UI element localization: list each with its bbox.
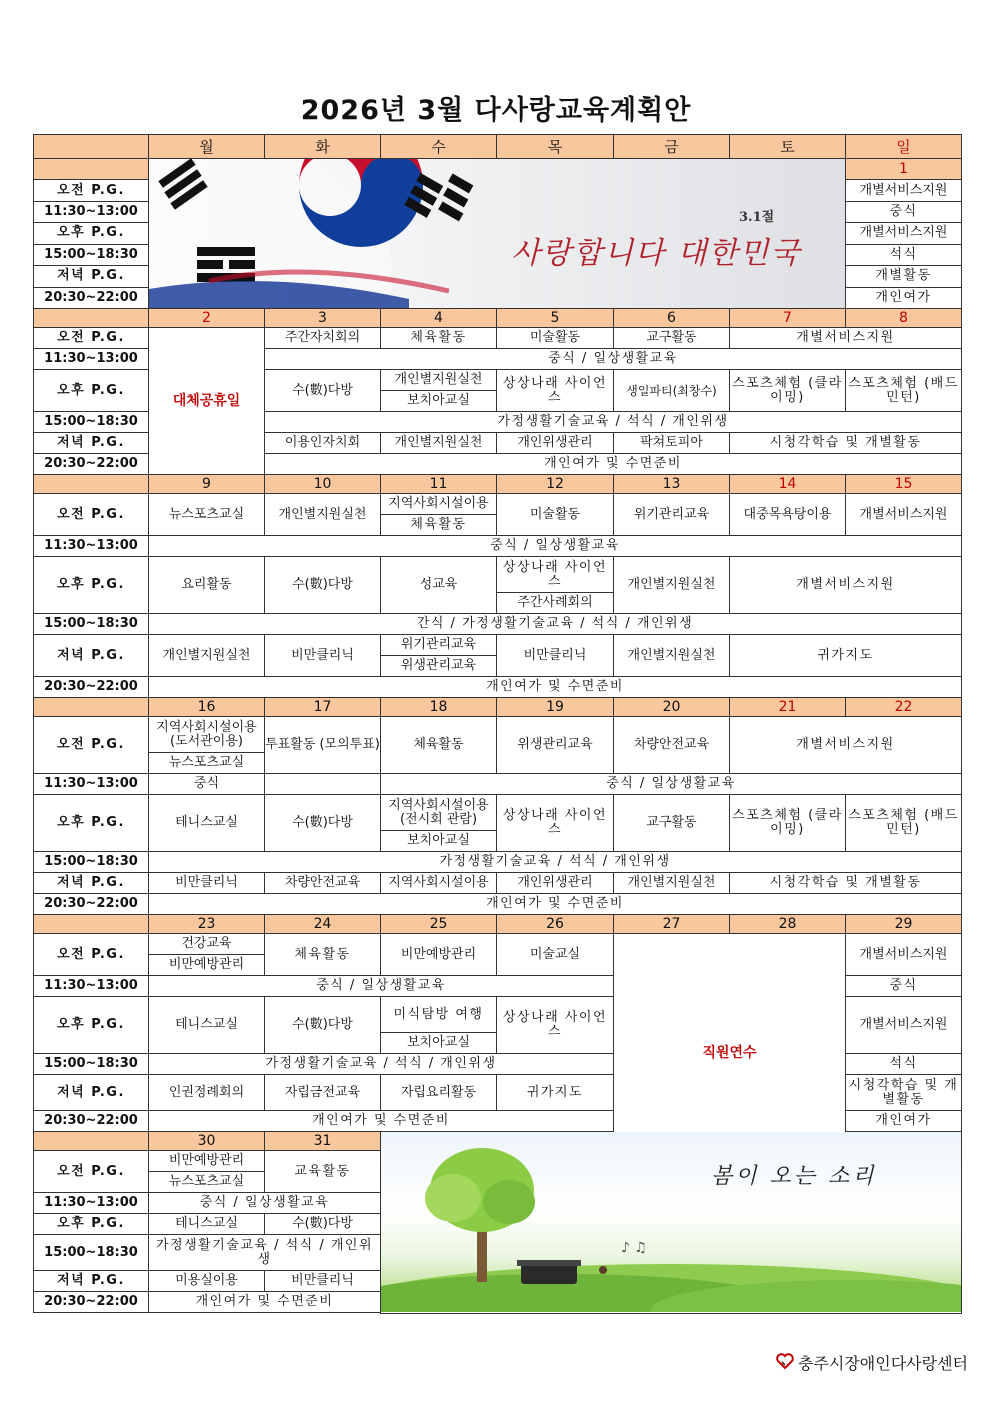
slot-lunch: 11:30~13:00: [34, 1193, 149, 1214]
date-7: 7: [730, 309, 846, 328]
w5-sun-am: 개별서비스지원: [846, 934, 962, 976]
date-2: 2: [149, 309, 265, 328]
w5-sun-pm: 개별서비스지원: [846, 997, 962, 1054]
w4-tue-pm: 수(數)다방: [265, 795, 381, 852]
slot-lunch: 11:30~13:00: [34, 536, 149, 557]
date-14: 14: [730, 475, 846, 494]
w4-mon-lunch: 중식: [149, 774, 265, 795]
w2-fri-pm: 생일파티(최창수): [614, 370, 730, 412]
w6-night: 개인여가 및 수면준비: [149, 1292, 381, 1313]
date-23: 23: [149, 915, 265, 934]
slot-night: 20:30~22:00: [34, 1292, 149, 1313]
date-10: 10: [265, 475, 381, 494]
w3-thu-eve: 비만클리닉: [497, 635, 614, 677]
w3-tue-eve: 비만클리닉: [265, 635, 381, 677]
w2-weekend-am: 개별서비스지원: [730, 328, 962, 349]
w6-tue-eve: 비만클리닉: [265, 1271, 381, 1292]
date-27: 27: [614, 915, 730, 934]
banner-date: 3.1절: [739, 210, 775, 225]
w5-tue-pm: 수(數)다방: [265, 997, 381, 1054]
w3-sat-am: 대중목욕탕이용: [730, 494, 846, 536]
w1-sun-afternoon: 석식: [846, 244, 962, 265]
schedule-table: [33, 134, 962, 1314]
w4-lunch: 중식 / 일상생활교육: [381, 774, 962, 795]
center-name: 충주시장애인다사랑센터: [797, 1354, 968, 1373]
w2-sun-pm: 스포츠체험 (배드민턴): [846, 370, 962, 412]
w2-wed-pm-2: 보치아교실: [381, 391, 497, 412]
slot-afternoon: 15:00~18:30: [34, 412, 149, 433]
spacer: [149, 1313, 381, 1314]
w3-thu-pm-2: 주간사례회의: [497, 593, 614, 614]
w5-wed-pm-2: 보치아교실: [381, 1033, 497, 1054]
w4-tue-eve: 차량안전교육: [265, 873, 381, 894]
slot-eve: 저녁 P.G.: [34, 873, 149, 894]
w4-tue-am: 투표활동 (모의투표): [265, 717, 381, 774]
w5-wed-am: 비만예방관리: [381, 934, 497, 976]
week2-date-row: [34, 309, 962, 328]
w5-night: 개인여가 및 수면준비: [149, 1111, 614, 1132]
w5-tue-am: 체육활동: [265, 934, 381, 976]
w6-tue-am: 교육활동: [265, 1151, 381, 1193]
w4-fri-eve: 개인별지원실천: [614, 873, 730, 894]
w4-sun-pm: 스포츠체험 (배드민턴): [846, 795, 962, 852]
w2-fri-eve: 팍쳐토피아: [614, 433, 730, 454]
w1-sun-lunch: 중식: [846, 201, 962, 222]
w2-tue-eve: 이용인자치회: [265, 433, 381, 454]
slot-lunch: 11:30~13:00: [34, 774, 149, 795]
date-6: 6: [614, 309, 730, 328]
w6-mon-am-1: 비만예방관리: [149, 1151, 265, 1172]
w3-weekend-pm: 개별서비스지원: [730, 557, 962, 614]
date-31: 31: [265, 1132, 381, 1151]
w3-wed-pm: 성교육: [381, 557, 497, 614]
day-sun: 일: [846, 135, 962, 159]
w3-fri-pm: 개인별지원실천: [614, 557, 730, 614]
spring-title: 봄이 오는 소리: [711, 1164, 877, 1190]
w5-lunch: 중식 / 일상생활교육: [149, 976, 614, 997]
date-corner: [34, 698, 149, 717]
date-24: 24: [265, 915, 381, 934]
w4-wed-pm-2: 보치아교실: [381, 831, 497, 852]
slot-pm: 오후 P.G.: [34, 997, 149, 1054]
date-17: 17: [265, 698, 381, 717]
slot-afternoon: 15:00~18:30: [34, 1235, 149, 1271]
slot-pm: 오후 P.G.: [34, 795, 149, 852]
w3-mon-pm: 요리활동: [149, 557, 265, 614]
date-19: 19: [497, 698, 614, 717]
date-18: 18: [381, 698, 497, 717]
slot-night: 20:30~22:00: [34, 1111, 149, 1132]
w3-wed-am-2: 체육활동: [381, 515, 497, 536]
slot-night: 20:30~22:00: [34, 287, 149, 308]
w5-sun-eve: 시청각학습 및 개별활동: [846, 1075, 962, 1111]
spring-art: [381, 1132, 962, 1314]
day-fri: 금: [614, 135, 730, 159]
w6-mon-eve: 미용실이용: [149, 1271, 265, 1292]
slot-afternoon: 15:00~18:30: [34, 1054, 149, 1075]
w5-tue-eve: 자립금전교육: [265, 1075, 381, 1111]
w5-thu-eve: 귀가지도: [497, 1075, 614, 1111]
w4-fri-pm: 교구활동: [614, 795, 730, 852]
w3-weekend-eve: 귀가지도: [730, 635, 962, 677]
date-3: 3: [265, 309, 381, 328]
w2-lunch: 중식 / 일상생활교육: [265, 349, 962, 370]
w3-fri-eve: 개인별지원실천: [614, 635, 730, 677]
w6-lunch: 중식 / 일상생활교육: [149, 1193, 381, 1214]
w5-wed-pm-1: 미식탐방 여행: [381, 997, 497, 1033]
date-21: 21: [730, 698, 846, 717]
w5-sun-afternoon: 석식: [846, 1054, 962, 1075]
w4-wed-pm-1: 지역사회시설이용 (전시회 관람): [381, 795, 497, 831]
w5-thu-pm: 상상나래 사이언스: [497, 997, 614, 1054]
w4-thu-am: 위생관리교육: [497, 717, 614, 774]
date-9: 9: [149, 475, 265, 494]
w6-mon-pm: 테니스교실: [149, 1214, 265, 1235]
day-tue: 화: [265, 135, 381, 159]
w2-night: 개인여가 및 수면준비: [265, 454, 962, 475]
day-sat: 토: [730, 135, 846, 159]
w3-tue-pm: 수(數)다방: [265, 557, 381, 614]
w4-mon-am-2: 뉴스포츠교실: [149, 753, 265, 774]
date-22: 22: [846, 698, 962, 717]
w3-afternoon: 간식 / 가정생활기술교육 / 석식 / 개인위생: [149, 614, 962, 635]
w1-sun-night: 개인여가: [846, 287, 962, 308]
w3-night: 개인여가 및 수면준비: [149, 677, 962, 698]
korean-flag-image: [149, 159, 845, 308]
w5-mon-eve: 인권정례회의: [149, 1075, 265, 1111]
w3-thu-am: 미술활동: [497, 494, 614, 536]
w2-wed-pm-1: 개인별지원실천: [381, 370, 497, 391]
w3-mon-am: 뉴스포츠교실: [149, 494, 265, 536]
slot-pm: 오후 P.G.: [34, 370, 149, 412]
date-corner: [34, 915, 149, 934]
week1-date-row: [34, 159, 962, 180]
w3-wed-am-1: 지역사회시설이용: [381, 494, 497, 515]
w2-fri-am: 교구활동: [614, 328, 730, 349]
date-4: 4: [381, 309, 497, 328]
w4-weekend-am: 개별서비스지원: [730, 717, 962, 774]
date-11: 11: [381, 475, 497, 494]
w4-afternoon: 가정생활기술교육 / 석식 / 개인위생: [149, 852, 962, 873]
day-header-row: [34, 135, 962, 159]
spacer: [34, 1313, 149, 1314]
w4-wed-am: 체육활동: [381, 717, 497, 774]
week6-date-row: [34, 1132, 962, 1151]
date-corner: [34, 475, 149, 494]
w5-sun-night: 개인여가: [846, 1111, 962, 1132]
w2-thu-eve: 개인위생관리: [497, 433, 614, 454]
w2-tue-pm: 수(數)다방: [265, 370, 381, 412]
week3-date-row: [34, 475, 962, 494]
date-20: 20: [614, 698, 730, 717]
date-16: 16: [149, 698, 265, 717]
w2-thu-am: 미술활동: [497, 328, 614, 349]
w2-holiday: 대체공휴일: [149, 328, 265, 475]
spring-garden-image: [381, 1132, 961, 1312]
w4-night: 개인여가 및 수면준비: [149, 894, 962, 915]
date-30: 30: [149, 1132, 265, 1151]
w5-mon-am-2: 비만예방관리: [149, 955, 265, 976]
w2-afternoon: 가정생활기술교육 / 석식 / 개인위생: [265, 412, 962, 433]
w6-tue-pm: 수(數)다방: [265, 1214, 381, 1235]
slot-pm: 오후 P.G.: [34, 557, 149, 614]
w5-staff-training: 직원연수: [614, 934, 846, 1172]
slot-am: 오전 P.G.: [34, 328, 149, 349]
w3-mon-eve: 개인별지원실천: [149, 635, 265, 677]
day-mon: 월: [149, 135, 265, 159]
w3-sun-am: 개별서비스지원: [846, 494, 962, 536]
corner-cell: [34, 135, 149, 159]
march-first-banner: [149, 159, 846, 309]
date-corner: [34, 309, 149, 328]
slot-am: 오전 P.G.: [34, 180, 149, 201]
slot-night: 20:30~22:00: [34, 454, 149, 475]
w5-afternoon: 가정생활기술교육 / 석식 / 개인위생: [149, 1054, 614, 1075]
slot-lunch: 11:30~13:00: [34, 201, 149, 222]
slot-eve: 저녁 P.G.: [34, 1075, 149, 1111]
slot-lunch: 11:30~13:00: [34, 349, 149, 370]
w4-wed-eve: 지역사회시설이용: [381, 873, 497, 894]
w1-sun-eve: 개별활동: [846, 266, 962, 287]
slot-pm: 오후 P.G.: [34, 1214, 149, 1235]
week5-date-row: [34, 915, 962, 934]
slot-night: 20:30~22:00: [34, 677, 149, 698]
w1-sun-pm: 개별서비스지원: [846, 223, 962, 244]
w5-thu-am: 미술교실: [497, 934, 614, 976]
w4-mon-pm: 테니스교실: [149, 795, 265, 852]
w4-thu-eve: 개인위생관리: [497, 873, 614, 894]
date-28: 28: [730, 915, 846, 934]
date-12: 12: [497, 475, 614, 494]
page-title: 2026년 3월 다사랑교육계획안: [300, 95, 692, 126]
date-13: 13: [614, 475, 730, 494]
banner-slogan: 사랑합니다 대한민국: [511, 236, 802, 271]
w2-sat-pm: 스포츠체험 (클라이밍): [730, 370, 846, 412]
date-corner: [34, 159, 149, 180]
day-wed: 수: [381, 135, 497, 159]
heart-logo-icon: [776, 1353, 794, 1373]
slot-afternoon: 15:00~18:30: [34, 614, 149, 635]
w5-sun-lunch: 중식: [846, 976, 962, 997]
w1-sun-am: 개별서비스지원: [846, 180, 962, 201]
w2-thu-pm: 상상나래 사이언스: [497, 370, 614, 412]
w5-mon-pm: 테니스교실: [149, 997, 265, 1054]
w4-sat-pm: 스포츠체험 (클라이밍): [730, 795, 846, 852]
w3-wed-eve-2: 위생관리교육: [381, 656, 497, 677]
slot-eve: 저녁 P.G.: [34, 433, 149, 454]
date-26: 26: [497, 915, 614, 934]
slot-am: 오전 P.G.: [34, 717, 149, 774]
date-8: 8: [846, 309, 962, 328]
date-1: 1: [846, 159, 962, 180]
w4-mon-eve: 비만클리닉: [149, 873, 265, 894]
w2-tue-am: 주간자치회의: [265, 328, 381, 349]
slot-lunch: 11:30~13:00: [34, 976, 149, 997]
slot-eve: 저녁 P.G.: [34, 266, 149, 287]
w4-fri-am: 차량안전교육: [614, 717, 730, 774]
w3-fri-am: 위기관리교육: [614, 494, 730, 536]
slot-night: 20:30~22:00: [34, 894, 149, 915]
slot-eve: 저녁 P.G.: [34, 635, 149, 677]
w2-wed-eve: 개인별지원실천: [381, 433, 497, 454]
week4-date-row: [34, 698, 962, 717]
date-corner: [34, 1132, 149, 1151]
date-29: 29: [846, 915, 962, 934]
w3-wed-eve-1: 위기관리교육: [381, 635, 497, 656]
slot-am: 오전 P.G.: [34, 494, 149, 536]
date-15: 15: [846, 475, 962, 494]
w4-weekend-eve: 시청각학습 및 개별활동: [730, 873, 962, 894]
w4-thu-pm: 상상나래 사이언스: [497, 795, 614, 852]
slot-am: 오전 P.G.: [34, 1151, 149, 1193]
w2-weekend-eve: 시청각학습 및 개별활동: [730, 433, 962, 454]
w4-tue-lunch-empty: [265, 774, 381, 795]
w6-afternoon: 가정생활기술교육 / 석식 / 개인위생: [149, 1235, 381, 1271]
w3-tue-am: 개인별지원실천: [265, 494, 381, 536]
w2-wed-am: 체육활동: [381, 328, 497, 349]
w5-wed-eve: 자립요리활동: [381, 1075, 497, 1111]
slot-afternoon: 15:00~18:30: [34, 852, 149, 873]
w3-thu-pm-1: 상상나래 사이언스: [497, 557, 614, 593]
svg-text:♪ ♫: ♪ ♫: [621, 1240, 647, 1257]
date-5: 5: [497, 309, 614, 328]
day-thu: 목: [497, 135, 614, 159]
w6-mon-am-2: 뉴스포츠교실: [149, 1172, 265, 1193]
slot-eve: 저녁 P.G.: [34, 1271, 149, 1292]
w3-lunch: 중식 / 일상생활교육: [149, 536, 962, 557]
slot-pm: 오후 P.G.: [34, 223, 149, 244]
date-25: 25: [381, 915, 497, 934]
w4-mon-am-1: 지역사회시설이용 (도서관이용): [149, 717, 265, 753]
w5-mon-am-1: 건강교육: [149, 934, 265, 955]
center-footer: [776, 1351, 968, 1374]
slot-afternoon: 15:00~18:30: [34, 244, 149, 265]
slot-am: 오전 P.G.: [34, 934, 149, 976]
